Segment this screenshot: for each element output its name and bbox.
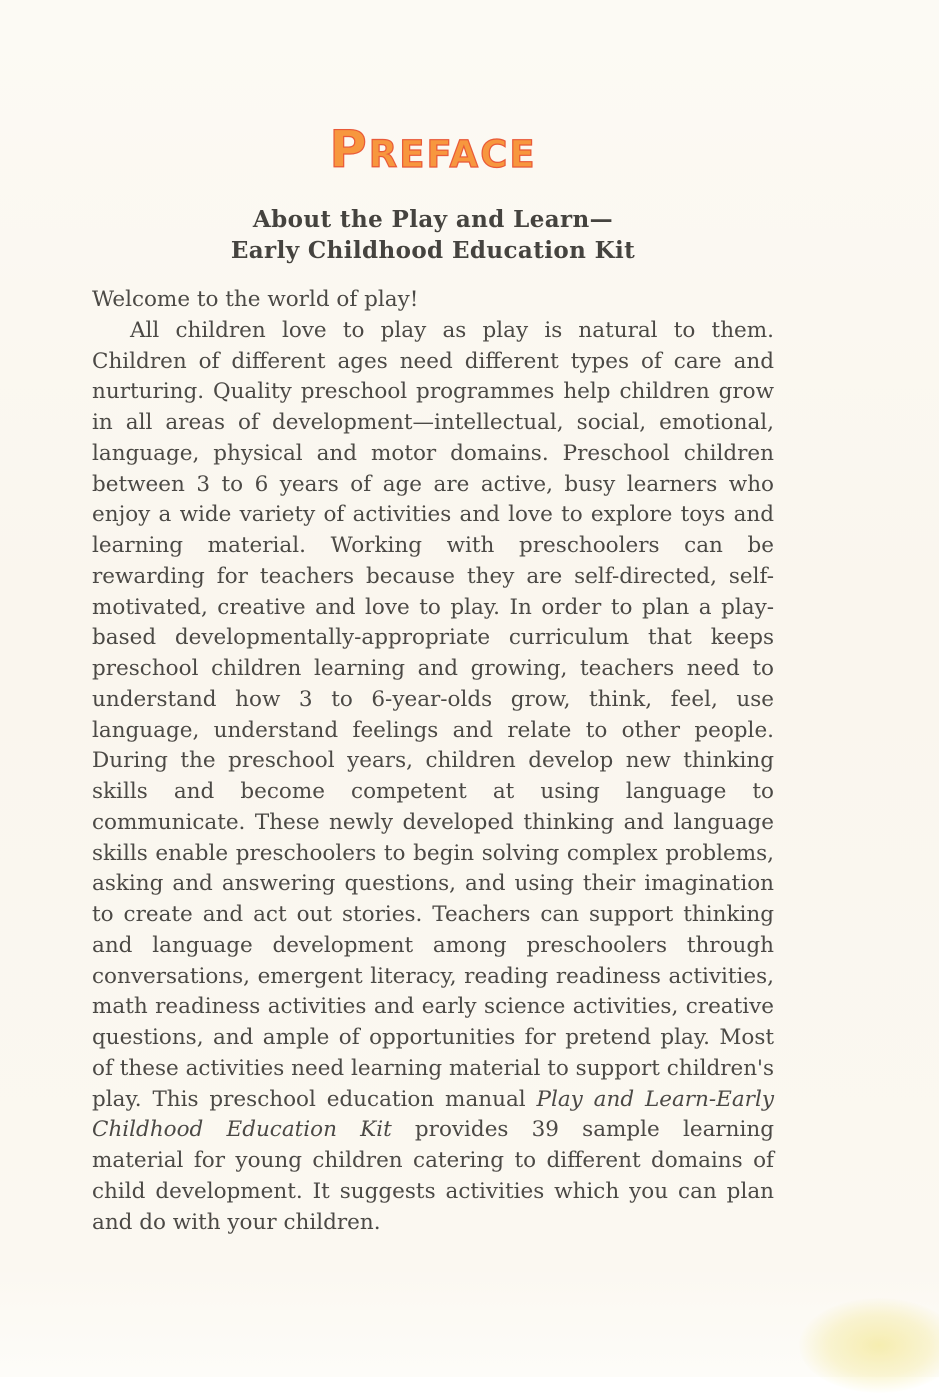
subtitle-line-1: About the Play and Learn—: [252, 206, 614, 233]
subtitle-line-2: Early Childhood Education Kit: [230, 237, 636, 264]
text-column: [92, 0, 774, 1238]
page-title-rest: REFACE: [368, 133, 537, 176]
page-title: [92, 121, 774, 180]
section-subtitle: [92, 204, 774, 266]
book-title-italic: Play and Learn-Early Childhood Education Kit: [92, 1086, 774, 1143]
main-paragraph: [92, 316, 774, 1239]
main-paragraph-text-end: provides 39 sample learning material for young children catering to different domains of child development. It suggests activities which you can plan and do with your children.: [92, 1117, 774, 1235]
intro-paragraph: Welcome to the world of play!: [92, 287, 419, 312]
paper-stain: [799, 1298, 939, 1393]
main-paragraph-text: All children love to play as play is natural to them. Children of different ages need different types of care and nurturing. Quality preschool programmes help children grow in all areas of development—intellectual, social, emotional, language, physical and motor domains. Preschool children between 3 to 6 years of age are active, busy learners who enjoy a wide variety of activities and love to explore toys and learning material. Working with preschoolers can be rewarding for teachers because they are self-directed, self-motivated, creative and love to play. In order to plan a play-based developmentally-appropriate curriculum that keeps preschool children learning and growing, teachers need to understand how 3 to 6-year-olds grow, think, feel, use language, understand feelings and relate to other people. During the preschool years, children develop new thinking skills and become competent at using language to communicate. These newly developed thinking and language skills enable preschoolers to begin solving complex problems, asking and answering questions, and using their imagination to create and act out stories. Teachers can support thinking and language development among preschoolers through conversations, emergent literacy, reading readiness activities, math readiness activities and early science activities, creative questions, and ample of opportunities for pretend play. Most of these activities need learning material to support children's play. This preschool education manual: [92, 317, 774, 1112]
page-title-initial: P: [329, 121, 369, 180]
